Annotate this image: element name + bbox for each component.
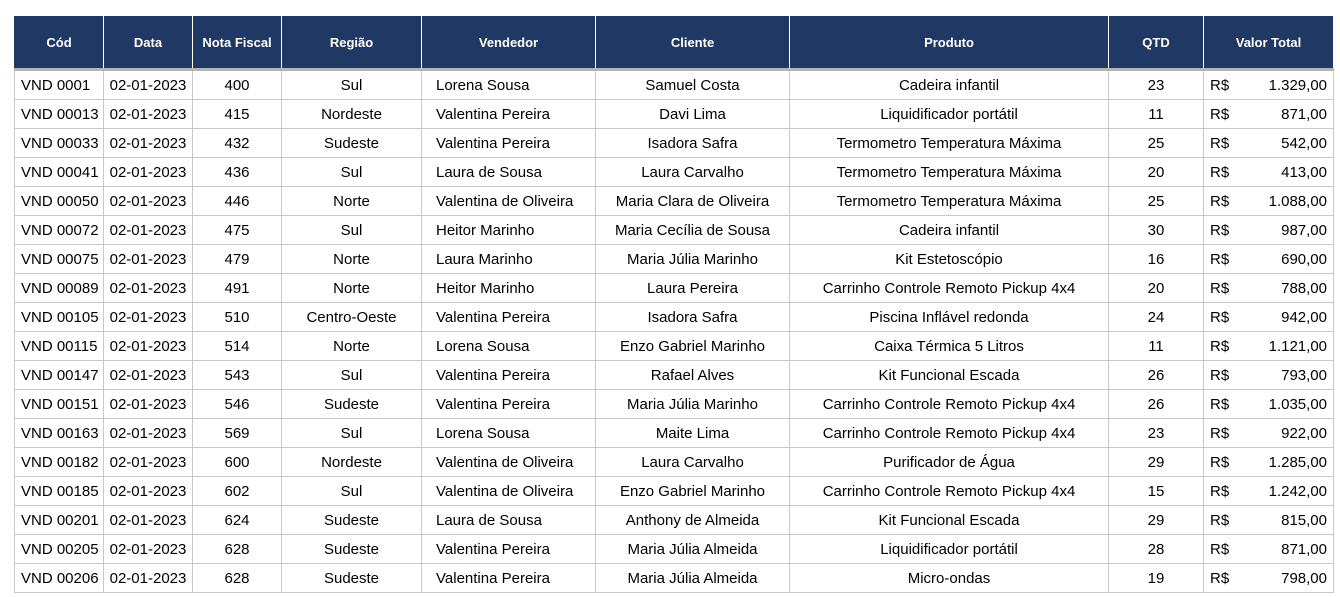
valor-amount: 871,00 (1281, 105, 1327, 123)
header-data[interactable]: Data (104, 16, 193, 70)
cell-data[interactable]: 02-01-2023 (104, 390, 193, 419)
cell-cod[interactable]: VND 00115 (15, 332, 104, 361)
cell-qtd[interactable]: 20 (1109, 158, 1204, 187)
table-row (15, 419, 1334, 448)
cell-nota-fiscal[interactable]: 628 (193, 564, 282, 593)
table-row (15, 535, 1334, 564)
valor-amount: 1.285,00 (1268, 453, 1327, 471)
valor-amount: 922,00 (1281, 424, 1327, 442)
currency-symbol: R$ (1210, 308, 1230, 326)
table-body (15, 70, 1334, 593)
cell-cliente[interactable]: Maria Júlia Marinho (596, 245, 790, 274)
header-nota-fiscal[interactable]: Nota Fiscal (193, 16, 282, 70)
valor-amount: 798,00 (1281, 569, 1327, 587)
cell-nota-fiscal[interactable]: 491 (193, 274, 282, 303)
cell-cod[interactable]: VND 00147 (15, 361, 104, 390)
cell-cod[interactable]: VND 0001 (15, 70, 104, 100)
cell-cliente[interactable]: Maria Clara de Oliveira (596, 187, 790, 216)
cell-vendedor[interactable]: Laura de Sousa (422, 506, 596, 535)
cell-qtd[interactable]: 15 (1109, 477, 1204, 506)
table-row (15, 129, 1334, 158)
cell-valor-total[interactable] (1204, 158, 1334, 187)
table-row (15, 361, 1334, 390)
cell-qtd[interactable]: 30 (1109, 216, 1204, 245)
cell-vendedor[interactable]: Valentina Pereira (422, 535, 596, 564)
table-row (15, 506, 1334, 535)
cell-cod[interactable]: VND 00206 (15, 564, 104, 593)
cell-valor-total[interactable] (1204, 100, 1334, 129)
cell-regiao[interactable]: Sul (282, 158, 422, 187)
cell-data[interactable]: 02-01-2023 (104, 506, 193, 535)
table-row (15, 477, 1334, 506)
cell-produto[interactable]: Kit Estetoscópio (790, 245, 1109, 274)
cell-data[interactable]: 02-01-2023 (104, 303, 193, 332)
cell-cliente[interactable]: Davi Lima (596, 100, 790, 129)
header-vendedor[interactable]: Vendedor (422, 16, 596, 70)
cell-nota-fiscal[interactable]: 602 (193, 477, 282, 506)
cell-valor-total[interactable] (1204, 477, 1334, 506)
currency-symbol: R$ (1210, 424, 1230, 442)
cell-cliente[interactable]: Maria Júlia Marinho (596, 390, 790, 419)
cell-vendedor[interactable]: Valentina Pereira (422, 303, 596, 332)
cell-valor-total[interactable] (1204, 70, 1334, 100)
cell-qtd[interactable]: 24 (1109, 303, 1204, 332)
cell-valor-total[interactable] (1204, 361, 1334, 390)
cell-nota-fiscal[interactable]: 475 (193, 216, 282, 245)
header-valor-total[interactable]: Valor Total (1204, 16, 1334, 70)
cell-data[interactable]: 02-01-2023 (104, 100, 193, 129)
currency-symbol: R$ (1210, 395, 1230, 413)
table-row (15, 332, 1334, 361)
cell-regiao[interactable]: Sul (282, 419, 422, 448)
valor-amount: 690,00 (1281, 250, 1327, 268)
cell-qtd[interactable]: 11 (1109, 100, 1204, 129)
cell-data[interactable]: 02-01-2023 (104, 564, 193, 593)
cell-cliente[interactable]: Anthony de Almeida (596, 506, 790, 535)
cell-data[interactable]: 02-01-2023 (104, 448, 193, 477)
cell-valor-total[interactable] (1204, 187, 1334, 216)
cell-nota-fiscal[interactable]: 628 (193, 535, 282, 564)
valor-amount: 542,00 (1281, 134, 1327, 152)
cell-produto[interactable]: Cadeira infantil (790, 70, 1109, 100)
cell-cliente[interactable]: Isadora Safra (596, 129, 790, 158)
currency-symbol: R$ (1210, 221, 1230, 239)
cell-regiao[interactable]: Sudeste (282, 506, 422, 535)
cell-vendedor[interactable]: Valentina Pereira (422, 129, 596, 158)
cell-cliente[interactable]: Maria Júlia Almeida (596, 535, 790, 564)
cell-qtd[interactable]: 28 (1109, 535, 1204, 564)
cell-cod[interactable]: VND 00182 (15, 448, 104, 477)
cell-regiao[interactable]: Nordeste (282, 448, 422, 477)
cell-nota-fiscal[interactable]: 436 (193, 158, 282, 187)
cell-vendedor[interactable]: Laura Marinho (422, 245, 596, 274)
cell-nota-fiscal[interactable]: 546 (193, 390, 282, 419)
cell-produto[interactable]: Termometro Temperatura Máxima (790, 129, 1109, 158)
header-row (15, 16, 1334, 70)
cell-cod[interactable]: VND 00013 (15, 100, 104, 129)
valor-amount: 793,00 (1281, 366, 1327, 384)
cell-valor-total[interactable] (1204, 419, 1334, 448)
cell-produto[interactable]: Carrinho Controle Remoto Pickup 4x4 (790, 419, 1109, 448)
table-row (15, 158, 1334, 187)
cell-produto[interactable]: Purificador de Água (790, 448, 1109, 477)
cell-vendedor[interactable]: Lorena Sousa (422, 70, 596, 100)
cell-cod[interactable]: VND 00089 (15, 274, 104, 303)
cell-vendedor[interactable]: Heitor Marinho (422, 274, 596, 303)
cell-valor-total[interactable] (1204, 564, 1334, 593)
cell-nota-fiscal[interactable]: 432 (193, 129, 282, 158)
cell-regiao[interactable]: Sudeste (282, 564, 422, 593)
valor-amount: 1.088,00 (1268, 192, 1327, 210)
cell-cliente[interactable]: Rafael Alves (596, 361, 790, 390)
cell-qtd[interactable]: 11 (1109, 332, 1204, 361)
cell-cliente[interactable]: Laura Carvalho (596, 158, 790, 187)
cell-nota-fiscal[interactable]: 543 (193, 361, 282, 390)
cell-vendedor[interactable]: Valentina Pereira (422, 361, 596, 390)
cell-valor-total[interactable] (1204, 332, 1334, 361)
cell-cliente[interactable]: Enzo Gabriel Marinho (596, 477, 790, 506)
header-cod[interactable]: Cód (15, 16, 104, 70)
currency-symbol: R$ (1210, 337, 1230, 355)
cell-regiao[interactable]: Centro-Oeste (282, 303, 422, 332)
cell-nota-fiscal[interactable]: 510 (193, 303, 282, 332)
currency-symbol: R$ (1210, 453, 1230, 471)
cell-cod[interactable]: VND 00105 (15, 303, 104, 332)
cell-qtd[interactable]: 26 (1109, 361, 1204, 390)
cell-produto[interactable]: Cadeira infantil (790, 216, 1109, 245)
currency-symbol: R$ (1210, 134, 1230, 152)
cell-valor-total[interactable] (1204, 303, 1334, 332)
table-row (15, 100, 1334, 129)
cell-valor-total[interactable] (1204, 506, 1334, 535)
cell-regiao[interactable]: Sudeste (282, 390, 422, 419)
cell-produto[interactable]: Termometro Temperatura Máxima (790, 158, 1109, 187)
table-row (15, 564, 1334, 593)
cell-valor-total[interactable] (1204, 129, 1334, 158)
cell-regiao[interactable]: Norte (282, 332, 422, 361)
header-cliente[interactable]: Cliente (596, 16, 790, 70)
cell-valor-total[interactable] (1204, 390, 1334, 419)
valor-amount: 1.242,00 (1268, 482, 1327, 500)
cell-cliente[interactable]: Maite Lima (596, 419, 790, 448)
table-row (15, 245, 1334, 274)
cell-produto[interactable]: Kit Funcional Escada (790, 506, 1109, 535)
valor-amount: 1.329,00 (1268, 76, 1327, 94)
cell-cod[interactable]: VND 00201 (15, 506, 104, 535)
header-qtd[interactable]: QTD (1109, 16, 1204, 70)
cell-produto[interactable]: Kit Funcional Escada (790, 361, 1109, 390)
currency-symbol: R$ (1210, 366, 1230, 384)
currency-symbol: R$ (1210, 250, 1230, 268)
cell-cliente[interactable]: Maria Júlia Almeida (596, 564, 790, 593)
valor-amount: 1.121,00 (1268, 337, 1327, 355)
cell-cod[interactable]: VND 00163 (15, 419, 104, 448)
currency-symbol: R$ (1210, 540, 1230, 558)
cell-vendedor[interactable]: Valentina Pereira (422, 390, 596, 419)
table-row (15, 274, 1334, 303)
cell-regiao[interactable]: Sul (282, 477, 422, 506)
cell-vendedor[interactable]: Valentina de Oliveira (422, 448, 596, 477)
cell-vendedor[interactable]: Valentina de Oliveira (422, 187, 596, 216)
cell-qtd[interactable]: 23 (1109, 419, 1204, 448)
valor-amount: 815,00 (1281, 511, 1327, 529)
cell-cliente[interactable]: Laura Pereira (596, 274, 790, 303)
cell-qtd[interactable]: 26 (1109, 390, 1204, 419)
cell-vendedor[interactable]: Laura de Sousa (422, 158, 596, 187)
cell-qtd[interactable]: 29 (1109, 506, 1204, 535)
cell-data[interactable]: 02-01-2023 (104, 332, 193, 361)
table-row (15, 448, 1334, 477)
cell-nota-fiscal[interactable]: 446 (193, 187, 282, 216)
cell-regiao[interactable]: Sul (282, 361, 422, 390)
cell-valor-total[interactable] (1204, 535, 1334, 564)
cell-produto[interactable]: Carrinho Controle Remoto Pickup 4x4 (790, 274, 1109, 303)
cell-cod[interactable]: VND 00041 (15, 158, 104, 187)
cell-data[interactable]: 02-01-2023 (104, 187, 193, 216)
cell-data[interactable]: 02-01-2023 (104, 216, 193, 245)
cell-nota-fiscal[interactable]: 415 (193, 100, 282, 129)
currency-symbol: R$ (1210, 511, 1230, 529)
cell-qtd[interactable]: 23 (1109, 70, 1204, 100)
cell-produto[interactable]: Caixa Térmica 5 Litros (790, 332, 1109, 361)
cell-cod[interactable]: VND 00050 (15, 187, 104, 216)
cell-valor-total[interactable] (1204, 274, 1334, 303)
table-row (15, 187, 1334, 216)
currency-symbol: R$ (1210, 163, 1230, 181)
table-row (15, 303, 1334, 332)
cell-qtd[interactable]: 20 (1109, 274, 1204, 303)
cell-cod[interactable]: VND 00151 (15, 390, 104, 419)
sales-sheet (14, 16, 1333, 593)
cell-vendedor[interactable]: Valentina Pereira (422, 564, 596, 593)
cell-data[interactable]: 02-01-2023 (104, 158, 193, 187)
cell-produto[interactable]: Micro-ondas (790, 564, 1109, 593)
cell-cliente[interactable]: Maria Cecília de Sousa (596, 216, 790, 245)
cell-vendedor[interactable]: Heitor Marinho (422, 216, 596, 245)
header-produto[interactable]: Produto (790, 16, 1109, 70)
cell-regiao[interactable]: Nordeste (282, 100, 422, 129)
cell-data[interactable]: 02-01-2023 (104, 274, 193, 303)
valor-amount: 871,00 (1281, 540, 1327, 558)
cell-produto[interactable]: Termometro Temperatura Máxima (790, 187, 1109, 216)
cell-regiao[interactable]: Norte (282, 245, 422, 274)
cell-valor-total[interactable] (1204, 245, 1334, 274)
table-row (15, 390, 1334, 419)
valor-amount: 788,00 (1281, 279, 1327, 297)
currency-symbol: R$ (1210, 279, 1230, 297)
cell-produto[interactable]: Carrinho Controle Remoto Pickup 4x4 (790, 477, 1109, 506)
currency-symbol: R$ (1210, 105, 1230, 123)
cell-regiao[interactable]: Sudeste (282, 129, 422, 158)
header-regiao[interactable]: Região (282, 16, 422, 70)
cell-produto[interactable]: Piscina Inflável redonda (790, 303, 1109, 332)
cell-cod[interactable]: VND 00185 (15, 477, 104, 506)
cell-valor-total[interactable] (1204, 216, 1334, 245)
cell-regiao[interactable]: Sul (282, 216, 422, 245)
cell-produto[interactable]: Liquidificador portátil (790, 535, 1109, 564)
cell-regiao[interactable]: Norte (282, 187, 422, 216)
table-row (15, 70, 1334, 100)
cell-cliente[interactable]: Isadora Safra (596, 303, 790, 332)
cell-nota-fiscal[interactable]: 479 (193, 245, 282, 274)
currency-symbol: R$ (1210, 192, 1230, 210)
cell-cod[interactable]: VND 00075 (15, 245, 104, 274)
cell-nota-fiscal[interactable]: 514 (193, 332, 282, 361)
sales-table (14, 16, 1334, 593)
cell-data[interactable]: 02-01-2023 (104, 419, 193, 448)
valor-amount: 1.035,00 (1268, 395, 1327, 413)
cell-nota-fiscal[interactable]: 600 (193, 448, 282, 477)
cell-regiao[interactable]: Norte (282, 274, 422, 303)
cell-valor-total[interactable] (1204, 448, 1334, 477)
cell-cod[interactable]: VND 00072 (15, 216, 104, 245)
cell-cliente[interactable]: Samuel Costa (596, 70, 790, 100)
cell-data[interactable]: 02-01-2023 (104, 245, 193, 274)
cell-regiao[interactable]: Sudeste (282, 535, 422, 564)
cell-regiao[interactable]: Sul (282, 70, 422, 100)
currency-symbol: R$ (1210, 482, 1230, 500)
valor-amount: 942,00 (1281, 308, 1327, 326)
cell-cod[interactable]: VND 00033 (15, 129, 104, 158)
cell-nota-fiscal[interactable]: 569 (193, 419, 282, 448)
cell-data[interactable]: 02-01-2023 (104, 535, 193, 564)
cell-data[interactable]: 02-01-2023 (104, 70, 193, 100)
cell-qtd[interactable]: 25 (1109, 187, 1204, 216)
cell-cliente[interactable]: Laura Carvalho (596, 448, 790, 477)
cell-vendedor[interactable]: Valentina Pereira (422, 100, 596, 129)
cell-qtd[interactable]: 19 (1109, 564, 1204, 593)
valor-amount: 413,00 (1281, 163, 1327, 181)
cell-produto[interactable]: Liquidificador portátil (790, 100, 1109, 129)
cell-cliente[interactable]: Enzo Gabriel Marinho (596, 332, 790, 361)
table-row (15, 216, 1334, 245)
cell-vendedor[interactable]: Lorena Sousa (422, 419, 596, 448)
valor-amount: 987,00 (1281, 221, 1327, 239)
currency-symbol: R$ (1210, 76, 1230, 94)
cell-vendedor[interactable]: Valentina de Oliveira (422, 477, 596, 506)
currency-symbol: R$ (1210, 569, 1230, 587)
cell-data[interactable]: 02-01-2023 (104, 129, 193, 158)
cell-data[interactable]: 02-01-2023 (104, 361, 193, 390)
cell-nota-fiscal[interactable]: 400 (193, 70, 282, 100)
cell-produto[interactable]: Carrinho Controle Remoto Pickup 4x4 (790, 390, 1109, 419)
cell-qtd[interactable]: 25 (1109, 129, 1204, 158)
cell-qtd[interactable]: 29 (1109, 448, 1204, 477)
cell-nota-fiscal[interactable]: 624 (193, 506, 282, 535)
cell-qtd[interactable]: 16 (1109, 245, 1204, 274)
cell-vendedor[interactable]: Lorena Sousa (422, 332, 596, 361)
cell-cod[interactable]: VND 00205 (15, 535, 104, 564)
cell-data[interactable]: 02-01-2023 (104, 477, 193, 506)
